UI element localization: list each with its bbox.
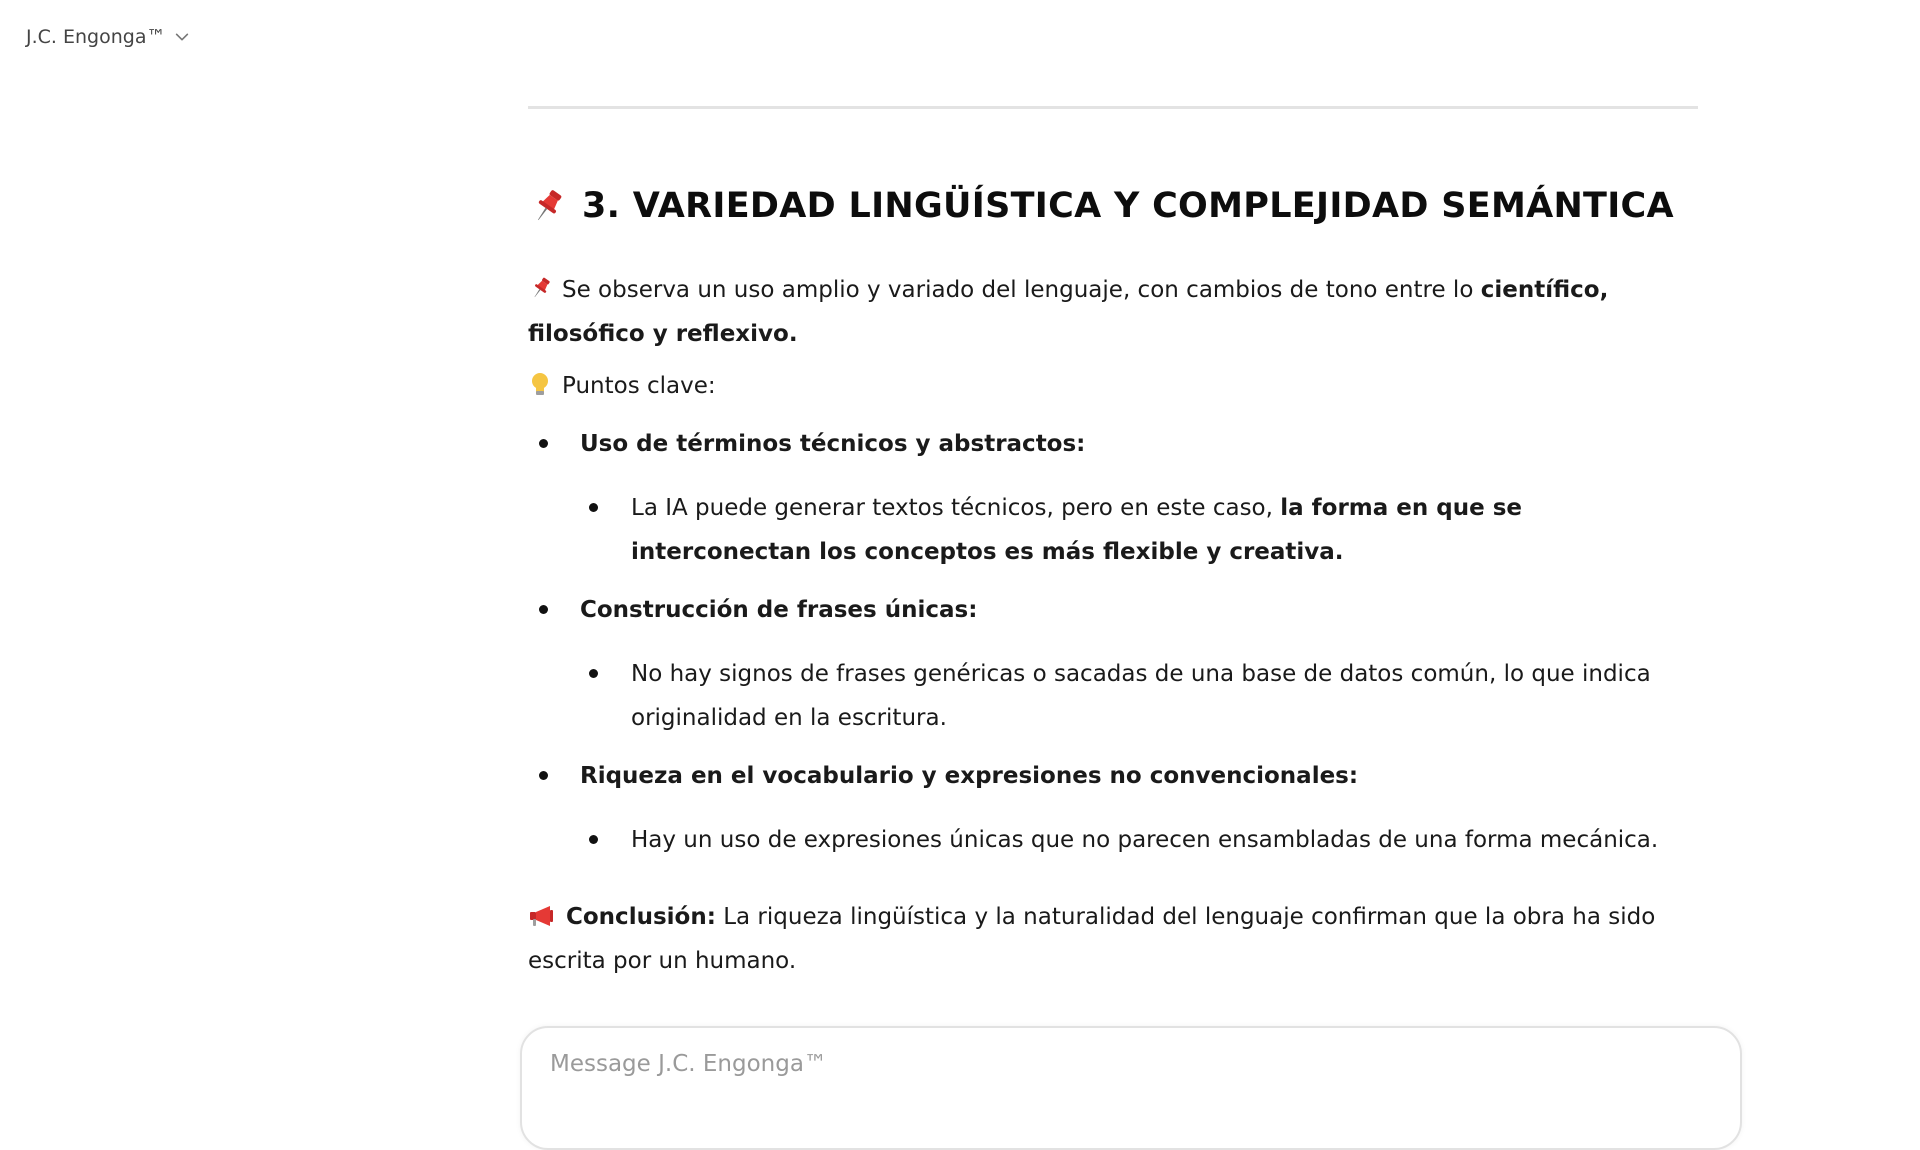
key-points-heading [528, 364, 1698, 408]
list-item [578, 818, 1698, 862]
point-detail-bold: la forma en que se interconectan los conceptos es más flexible y creativa. [631, 495, 1523, 565]
list-item [528, 754, 1358, 798]
pushpin-icon [528, 275, 554, 301]
section-heading [528, 186, 1728, 226]
section-title: 3. VARIEDAD LINGÜÍSTICA Y COMPLEJIDAD SEMÁNTICA [582, 186, 1674, 226]
point-title: Riqueza en el vocabulario y expresiones no convencionales: [580, 763, 1359, 789]
intro-bold-text: científico, filosófico y reflexivo. [528, 277, 1609, 347]
pushpin-icon [528, 186, 568, 226]
message-composer [520, 1026, 1742, 1150]
conclusion-paragraph [528, 895, 1698, 983]
top-bar [0, 0, 1920, 72]
point-title: Uso de términos técnicos y abstractos: [580, 431, 1086, 457]
bullet-dot [589, 503, 598, 512]
key-points-label: Puntos clave: [562, 373, 716, 399]
intro-text: Se observa un uso amplio y variado del lenguaje, con cambios de tono entre lo [562, 277, 1481, 303]
intro-paragraph [528, 268, 1698, 356]
list-item [528, 588, 977, 632]
bullet-dot [539, 605, 548, 614]
chevron-down-icon [173, 28, 191, 46]
conclusion-label: Conclusión: [566, 904, 716, 930]
message-input[interactable] [548, 1050, 1702, 1078]
point-detail: No hay signos de frases genéricas o sacadas de una base de datos común, lo que indica originalidad en la escritura. [631, 661, 1651, 731]
lightbulb-icon [528, 371, 552, 397]
point-detail: Hay un uso de expresiones únicas que no parecen ensambladas de una forma mecánica. [631, 827, 1659, 853]
list-item [578, 486, 1698, 574]
bullet-dot [589, 835, 598, 844]
conclusion-text: La riqueza lingüística y la naturalidad del lenguaje confirman que la obra ha sido escrita por un humano. [528, 904, 1656, 974]
list-item [528, 422, 1085, 466]
model-name: J.C. Engonga™ [26, 26, 166, 48]
section-divider [528, 106, 1698, 109]
bullet-dot [539, 439, 548, 448]
point-detail: La IA puede generar textos técnicos, pero en este caso, [631, 495, 1281, 521]
model-picker[interactable] [20, 20, 197, 54]
bullet-dot [539, 771, 548, 780]
list-item [578, 652, 1698, 740]
bullet-dot [589, 669, 598, 678]
megaphone-icon [528, 904, 556, 928]
point-title: Construcción de frases únicas: [580, 597, 978, 623]
